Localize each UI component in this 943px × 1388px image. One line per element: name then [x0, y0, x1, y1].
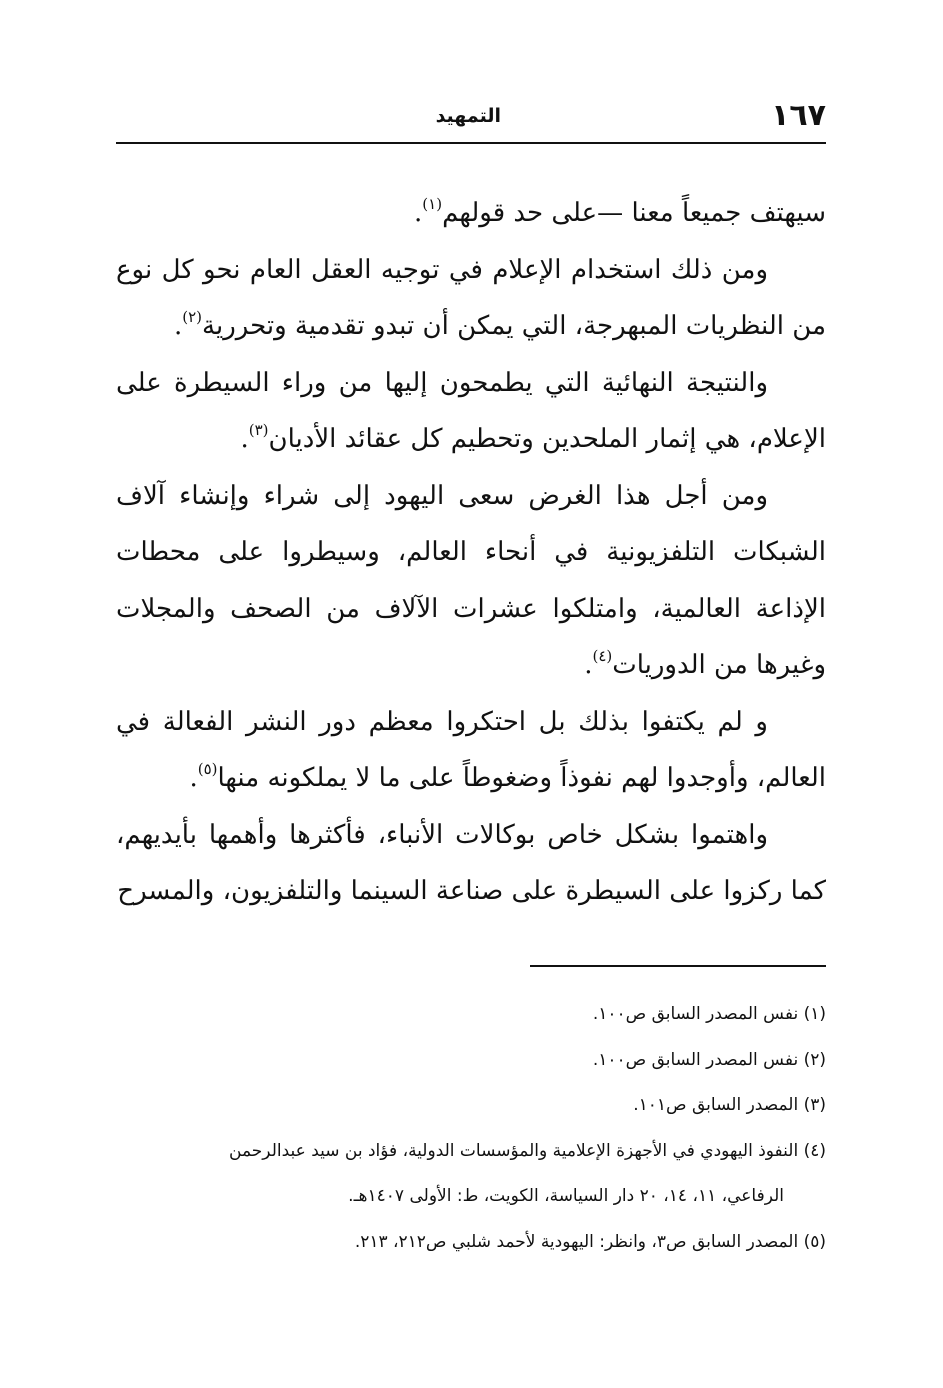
main-text — [116, 185, 826, 920]
paragraph-text: و لم يكتفوا بذلك بل احتكروا معظم دور النشر الفعالة في العالم، وأوجدوا لهم نفوذاً وضغوطاً على ما لا يملكونه منها — [116, 706, 826, 793]
footnote-3: (٣) المصدر السابق ص١٠١. — [633, 1095, 826, 1115]
paragraph-2 — [116, 242, 826, 355]
paragraph-4 — [116, 468, 826, 694]
paragraph-end: . — [173, 311, 183, 341]
paragraph-text: سيهتف جميعاً معنا —على حد قولهم — [442, 198, 826, 228]
page-number: ١٦٧ — [771, 98, 826, 133]
footnote-4-continued: الرفاعي، ١١، ١٤، ٢٠ دار السياسة، الكويت، ط: الأولى ١٤٠٧هـ. — [348, 1186, 784, 1206]
footnote-2: (٢) نفس المصدر السابق ص١٠٠. — [592, 1049, 826, 1070]
paragraph-5 — [116, 694, 826, 807]
footnote-separator — [530, 965, 826, 967]
footnote-ref-2: (٢) — [182, 308, 203, 326]
running-title: التمهيد — [435, 105, 501, 127]
footnotes — [116, 992, 826, 1265]
footnote-4: (٤) النفوذ اليهودي في الأجهزة الإعلامية والمؤسسات الدولية، فؤاد بن سيد عبدالرحمن — [229, 1140, 826, 1161]
paragraph-text: والنتيجة النهائية التي يطمحون إليها من وراء السيطرة على الإعلام، هي إثمار الملحدين وتحطيم كل عقائد الأديان — [116, 367, 826, 454]
footnote-1: (١) نفس المصدر السابق ص١٠٠. — [592, 1004, 826, 1024]
footnote-ref-1: (١) — [422, 195, 443, 213]
footnote-5: (٥) المصدر السابق ص٣، وانظر: اليهودية لأحمد شلبي ص٢١٢، ٢١٣. — [354, 1231, 826, 1252]
paragraph-end: . — [240, 424, 249, 454]
paragraph-end: . — [189, 763, 198, 793]
paragraph-1 — [116, 185, 826, 242]
paragraph-end: . — [584, 650, 593, 680]
footnote-ref-5: (٥) — [197, 760, 218, 778]
footnote-ref-3: (٣) — [248, 421, 269, 439]
paragraph-3 — [116, 355, 826, 468]
paragraph-text: ومن ذلك استخدام الإعلام في توجيه العقل العام نحو كل نوع من النظريات المبهرجة، التي يمكن أن تبدو تقدمية وتحررية — [116, 254, 826, 341]
footnote-ref-4: (٤) — [592, 647, 613, 665]
paragraph-text: واهتموا بشكل خاص بوكالات الأنباء، فأكثرها وأهمها بأيديهم، كما ركزوا على السيطرة على صناعة السينما والتلفزيون، والمسرح — [116, 819, 826, 906]
page-header — [116, 96, 826, 136]
paragraph-text: ومن أجل هذا الغرض سعى اليهود إلى شراء وإنشاء آلاف الشبكات التلفزيونية في أنحاء العالم، وسيطروا على محطات الإذاعة العالمية، وامتلكوا عشرات الآلاف من الصحف والمجلات وغيرها من الدوريات — [116, 480, 826, 680]
paragraph-end: . — [414, 198, 423, 228]
paragraph-6 — [116, 807, 826, 920]
header-rule — [116, 142, 826, 144]
